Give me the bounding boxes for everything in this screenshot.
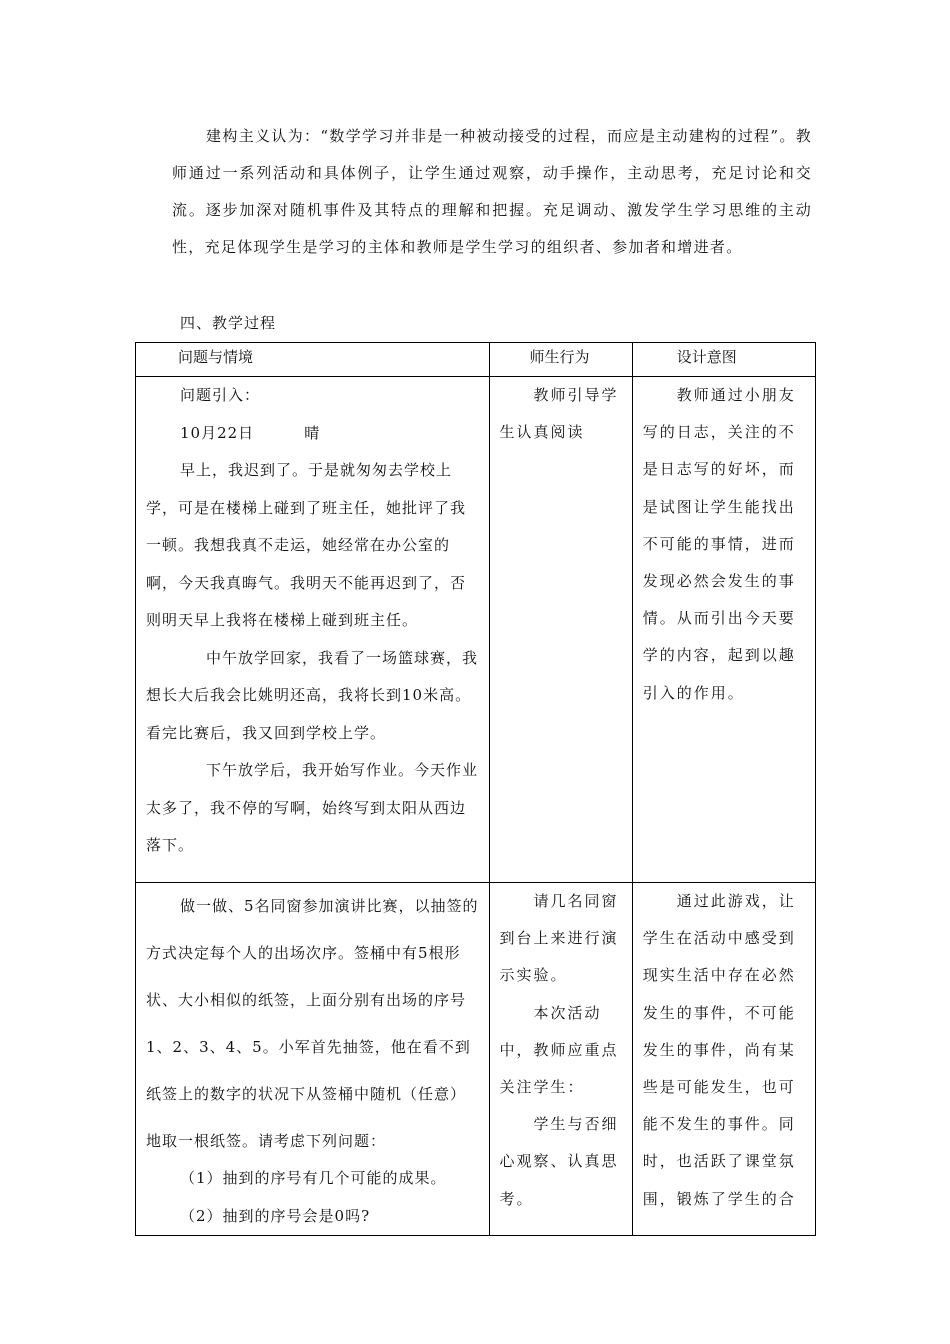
section-title: 四、教学过程: [180, 314, 277, 332]
header-intent: 设计意图: [632, 343, 815, 377]
row1-problem-cell: [136, 377, 490, 883]
diary-weather: 晴: [304, 423, 321, 442]
question-1: （1）抽到的序号有几个可能的成果。: [180, 1169, 447, 1187]
header-problem: 问题与情境: [136, 343, 490, 377]
row2-action-cell: [489, 883, 632, 1236]
header-action: 师生行为: [489, 343, 632, 377]
row1-intent-text: 教师通过小朋友写的日志，关注的不是日志写的好坏，而是试图让学生能找出不可能的事情，进而发现必然会发生的事情。从而引出今天要学的内容，起到以趣引入的作用。: [642, 386, 796, 702]
diary-date: 10月22日: [180, 423, 255, 442]
table-row: [136, 883, 816, 1236]
row2-intent-cell: [632, 883, 815, 1236]
row2-intent-text: 通过此游戏，让学生在活动中感受到现实生活中存在必然发生的事件，不可能发生的事件，尚有某些是可能发生，也可能不发生的事件。同时，也活跃了课堂氛围，锻炼了学生的合: [642, 892, 796, 1208]
intro-text: 建构主义认为：“数学学习并非是一种被动接受的过程，而应是主动建构的过程”。教师通过一系列活动和具体例子，让学生通过观察，动手操作，主动思考，充足讨论和交流。逐步加深对随机事件及其特点的理解和把握。充足调动、激发学生学习思维的主动性，充足体现学生是学习的主体和教师是学生学习的组织者、参加者和增进者。: [172, 127, 812, 256]
activity-description: 做一做、5名同窗参加演讲比赛，以抽签的方式决定每个人的出场次序。签桶中有5根形状、大小相似的纸签，上面分别有出场的序号1、2、3、4、5。小军首先抽签，他在看不到纸签上的数字的状况下从签桶中随机（任意）地取一根纸签。请考虑下列问题：: [146, 897, 479, 1150]
question-2: （2）抽到的序号会是0吗?: [180, 1206, 371, 1225]
problem-label: 问题引入：: [180, 386, 261, 404]
diary-paragraph-2: 中午放学回家，我看了一场篮球赛，我想长大后我会比姚明还高，我将长到10米高。看完比赛后，我又回到学校上学。: [146, 648, 479, 742]
row1-action-cell: [489, 377, 632, 883]
row1-intent-cell: [632, 377, 815, 883]
row2-action-1: 请几名同窗到台上来进行演示实验。: [499, 892, 619, 985]
teaching-process-table: [135, 342, 816, 1236]
intro-paragraph: [172, 118, 812, 266]
diary-date-line: [146, 415, 481, 453]
table-row: [136, 377, 816, 883]
diary-paragraph-3: 下午放学后，我开始写作业。今天作业太多了，我不停的写啊，始终写到太阳从西边落下。: [146, 761, 479, 854]
table-header-row: [136, 343, 816, 377]
diary-paragraph-1: 早上，我迟到了。于是就匆匆去学校上学，可是在楼梯上碰到了班主任，她批评了我一顿。我想我真不走运，她经常在办公室的啊，今天我真晦气。我明天不能再迟到了，否则明天早上我将在楼梯上碰到班主任。: [146, 461, 467, 629]
row2-action-2: 本次活动中，教师应重点关注学生：: [499, 1003, 619, 1097]
row2-action-3: 学生与否细心观察、认真思考。: [499, 1115, 619, 1208]
row1-action-text: 教师引导学生认真阅读: [499, 386, 619, 442]
row2-problem-cell: [136, 883, 490, 1236]
